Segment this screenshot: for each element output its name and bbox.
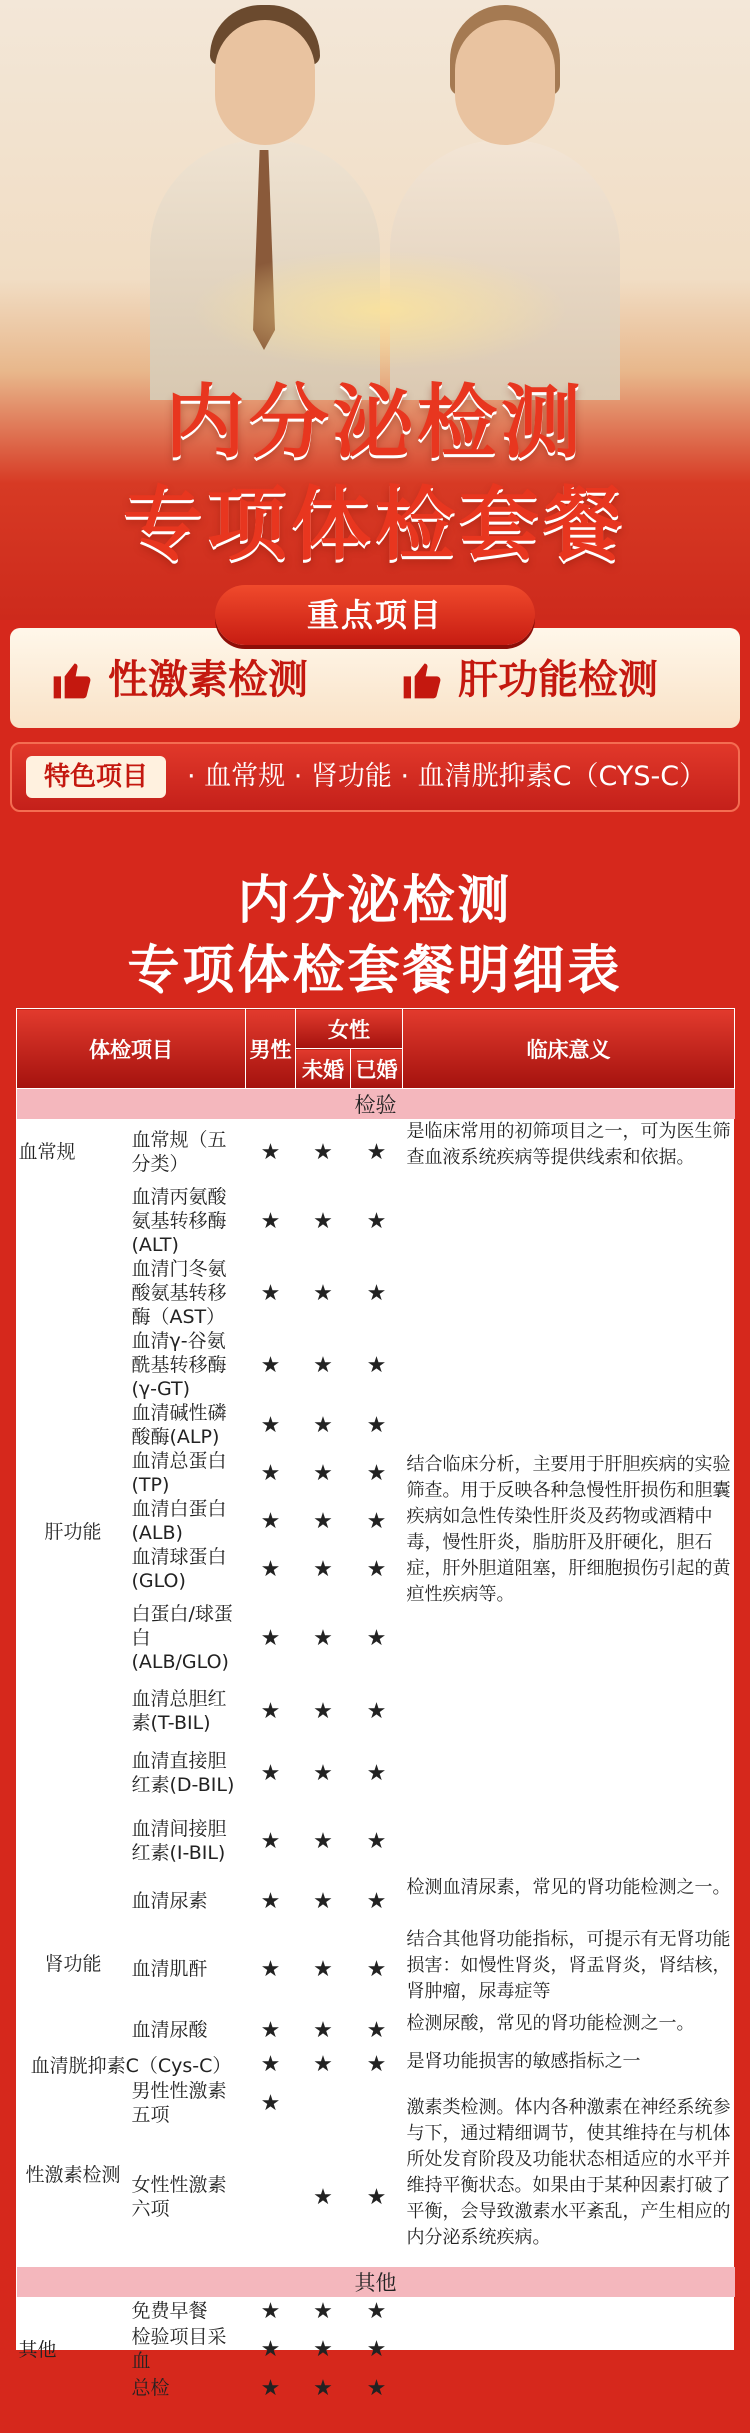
star-icon: ★ <box>260 1556 281 1582</box>
star-icon: ★ <box>366 1508 387 1534</box>
meaning-kidney-creatinine: 结合其他肾功能指标，可提示有无肾功能损害：如慢性肾炎，肾盂肾炎，肾结核，肾肿瘤，尿毒症等 <box>406 1929 731 2002</box>
item-liver: 血清丙氨酸氨基转移酶(ALT) <box>131 1186 227 1256</box>
item-liver: 血清总蛋白(TP) <box>131 1450 227 1496</box>
star-icon: ★ <box>313 2375 333 2401</box>
star-icon: ★ <box>260 1412 281 1438</box>
item-kidney: 血清肌酐 <box>131 1958 208 1980</box>
star-icon: ★ <box>260 1352 281 1378</box>
meaning-kidney-urea: 检测血清尿素，常见的肾功能检测之一。 <box>406 1877 731 1898</box>
meaning-blood-routine: 是临床常用的初筛项目之一，可为医生筛查血液系统疾病等提供线索和依据。 <box>406 1121 731 1168</box>
item-other: 检验项目采血 <box>131 2326 227 2372</box>
star-icon: ★ <box>260 2090 281 2116</box>
feature-text: · 血常规 · 肾功能 · 血清胱抑素C（CYS-C） <box>187 761 707 792</box>
group-liver: 肝功能 <box>44 1520 102 1543</box>
star-icon: ★ <box>260 1828 281 1854</box>
star-icon: ★ <box>313 1956 333 1982</box>
star-icon: ★ <box>313 1280 333 1306</box>
group-kidney: 肾功能 <box>44 1952 102 1975</box>
item-liver: 血清门冬氨酸氨基转移酶（AST） <box>131 1258 227 1328</box>
item-liver: 血清碱性磷酸酶(ALP) <box>131 1402 227 1448</box>
star-icon: ★ <box>260 2017 281 2043</box>
star-icon: ★ <box>313 1625 333 1651</box>
star-icon: ★ <box>260 1139 281 1165</box>
item-blood-routine: 血常规（五分类） <box>131 1129 227 1175</box>
item-hormone: 女性性激素六项 <box>131 2174 227 2220</box>
detail-table <box>16 1008 734 2401</box>
item-liver: 血清总胆红素(T-BIL) <box>131 1688 227 1734</box>
item-liver: 血清γ-谷氨酰基转移酶(γ-GT) <box>131 1330 227 1400</box>
item-hormone: 男性性激素五项 <box>131 2080 227 2126</box>
section-exam: 检验 <box>17 1089 735 1120</box>
detail-title-line2: 专项体检套餐明细表 <box>127 941 623 1001</box>
star-icon: ★ <box>260 1508 281 1534</box>
star-icon: ★ <box>366 2336 387 2362</box>
star-icon: ★ <box>260 2298 281 2324</box>
star-icon: ★ <box>313 1698 333 1724</box>
group-blood-routine: 血常规 <box>18 1141 76 1163</box>
star-icon: ★ <box>366 1412 387 1438</box>
group-other: 其他 <box>18 2339 57 2361</box>
star-icon: ★ <box>313 2051 333 2077</box>
star-icon: ★ <box>313 1139 333 1165</box>
section-other: 其他 <box>17 2267 735 2297</box>
feature-bar <box>10 742 740 812</box>
star-icon: ★ <box>260 1460 281 1486</box>
header-item: 体检项目 <box>17 1009 246 1089</box>
star-icon: ★ <box>313 1556 333 1582</box>
star-icon: ★ <box>313 2298 333 2324</box>
star-icon: ★ <box>313 1460 333 1486</box>
star-icon: ★ <box>313 1508 333 1534</box>
star-icon: ★ <box>313 1888 333 1914</box>
star-icon: ★ <box>260 2336 281 2362</box>
star-icon: ★ <box>366 1760 387 1786</box>
key-items-label: 重点项目 <box>215 585 535 645</box>
star-icon: ★ <box>260 2375 281 2401</box>
star-icon: ★ <box>366 1625 387 1651</box>
star-icon: ★ <box>313 1760 333 1786</box>
star-icon: ★ <box>366 1460 387 1486</box>
star-icon: ★ <box>366 1280 387 1306</box>
item-other: 免费早餐 <box>131 2300 208 2322</box>
star-icon: ★ <box>366 1139 387 1165</box>
star-icon: ★ <box>366 1828 387 1854</box>
star-icon: ★ <box>366 2184 387 2210</box>
key-item-liver: 肝功能检测 <box>400 656 658 704</box>
header-meaning: 临床意义 <box>403 1009 735 1089</box>
star-icon: ★ <box>260 1760 281 1786</box>
item-liver: 血清直接胆红素(D-BIL) <box>131 1750 235 1796</box>
star-icon: ★ <box>366 1556 387 1582</box>
meaning-liver: 结合临床分析，主要用于肝胆疾病的实验筛查。用于反映各种急慢性肝损伤和胆囊疾病如急性传染性肝炎及药物或酒精中毒，慢性肝炎，脂肪肝及肝硬化，胆石症，肝外胆道阻塞，肝细胞损伤引起的黄疸性疾病等。 <box>406 1454 731 1605</box>
star-icon: ★ <box>260 1280 281 1306</box>
group-cysc: 血清胱抑素C（Cys-C） <box>30 2054 232 2077</box>
star-icon: ★ <box>313 2336 333 2362</box>
star-icon: ★ <box>366 2298 387 2324</box>
feature-tag: 特色项目 <box>26 756 166 798</box>
star-icon: ★ <box>260 1208 281 1234</box>
key-item-hormone: 性激素检测 <box>50 656 308 704</box>
item-liver: 白蛋白/球蛋白(ALB/GLO) <box>131 1603 233 1673</box>
thumbs-up-icon <box>50 658 94 702</box>
star-icon: ★ <box>313 1828 333 1854</box>
item-kidney: 血清尿酸 <box>131 2019 208 2041</box>
star-icon: ★ <box>313 2017 333 2043</box>
star-icon: ★ <box>366 1698 387 1724</box>
header-female: 女性 <box>296 1009 403 1049</box>
item-other: 总检 <box>131 2377 170 2399</box>
star-icon: ★ <box>260 1956 281 1982</box>
meaning-kidney-uric: 检测尿酸，常见的肾功能检测之一。 <box>406 2013 695 2034</box>
thumbs-up-icon <box>400 658 444 702</box>
item-kidney: 血清尿素 <box>131 1890 208 1912</box>
header-married: 已婚 <box>351 1049 403 1089</box>
hero-title-line1: 内分泌检测 <box>165 376 585 469</box>
star-icon: ★ <box>366 1352 387 1378</box>
item-liver: 血清间接胆红素(I-BIL) <box>131 1818 227 1864</box>
star-icon: ★ <box>260 2051 281 2077</box>
meaning-cysc: 是肾功能损害的敏感指标之一 <box>406 2051 641 2072</box>
star-icon: ★ <box>366 2051 387 2077</box>
star-icon: ★ <box>366 2375 387 2401</box>
star-icon: ★ <box>366 2017 387 2043</box>
star-icon: ★ <box>260 1698 281 1724</box>
meaning-hormone: 激素类检测。体内各种激素在神经系统参与下，通过精细调节，使其维持在与机体所处发育阶段及功能状态相适应的水平并维持平衡状态。如果由于某种因素打破了平衡，会导致激素水平紊乱，产生相应的内分泌系统疾病。 <box>406 2097 731 2248</box>
star-icon: ★ <box>366 1956 387 1982</box>
star-icon: ★ <box>260 1625 281 1651</box>
star-icon: ★ <box>313 1208 333 1234</box>
header-unmarried: 未婚 <box>296 1049 351 1089</box>
item-liver: 血清球蛋白(GLO) <box>131 1546 227 1592</box>
star-icon: ★ <box>366 1888 387 1914</box>
header-male: 男性 <box>246 1009 296 1089</box>
star-icon: ★ <box>313 1412 333 1438</box>
star-icon: ★ <box>313 2184 333 2210</box>
star-icon: ★ <box>366 1208 387 1234</box>
item-liver: 血清白蛋白(ALB) <box>131 1498 227 1544</box>
group-hormone: 性激素检测 <box>25 2163 121 2186</box>
star-icon: ★ <box>313 1352 333 1378</box>
detail-title-line1: 内分泌检测 <box>237 871 513 931</box>
hero-title-line2: 专项体检套餐 <box>123 478 627 571</box>
star-icon: ★ <box>260 1888 281 1914</box>
